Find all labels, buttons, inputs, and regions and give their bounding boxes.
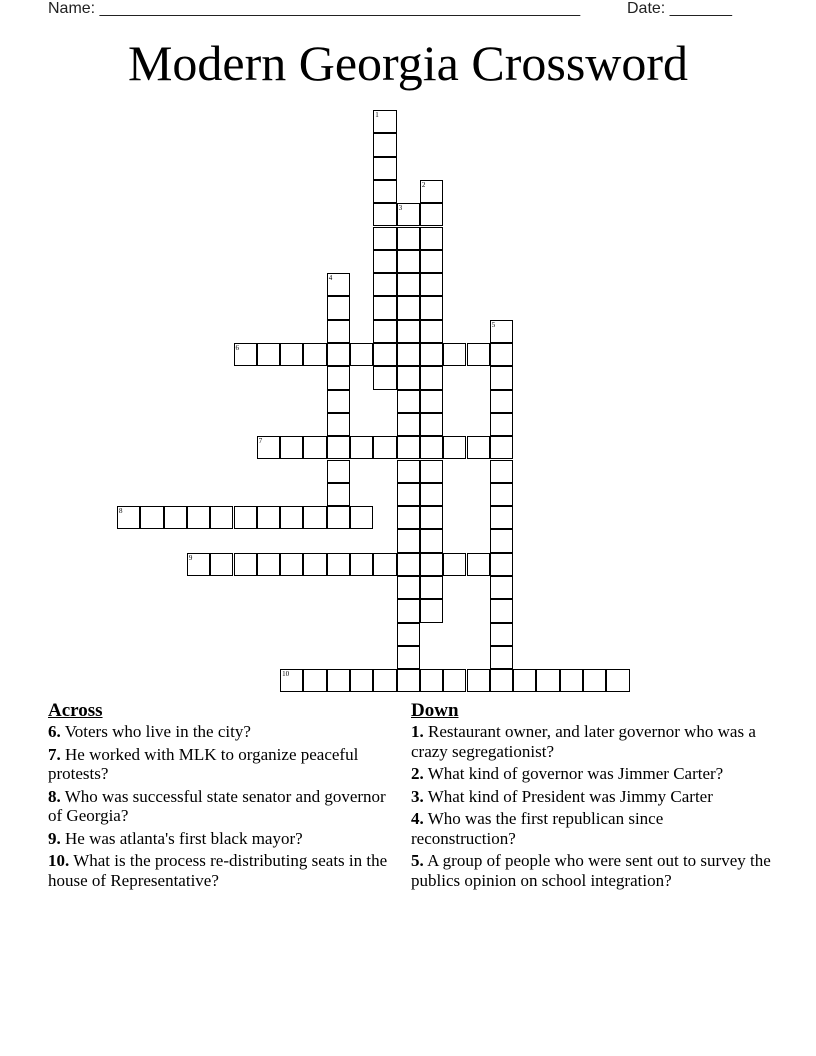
grid-cell[interactable] — [513, 669, 536, 692]
grid-cell[interactable] — [373, 296, 396, 319]
clue-text: Voters who live in the city? — [64, 722, 251, 741]
grid-cell[interactable] — [490, 599, 513, 622]
grid-cell[interactable] — [303, 669, 326, 692]
clue-number: 2. — [411, 764, 424, 783]
grid-cell[interactable] — [397, 506, 420, 529]
grid-cell[interactable] — [373, 553, 396, 576]
grid-cell[interactable] — [373, 157, 396, 180]
grid-cell[interactable] — [397, 436, 420, 459]
clue-number: 6. — [48, 722, 61, 741]
grid-cell[interactable] — [327, 506, 350, 529]
grid-cell[interactable] — [210, 506, 233, 529]
grid-cell[interactable] — [420, 436, 443, 459]
clue-number-label: 2 — [421, 180, 426, 189]
grid-cell[interactable] — [420, 203, 443, 226]
grid-cell[interactable] — [117, 506, 140, 529]
grid-cell[interactable] — [327, 343, 350, 366]
grid-cell[interactable] — [327, 460, 350, 483]
page-title: Modern Georgia Crossword — [127, 35, 689, 91]
grid-cell[interactable] — [327, 553, 350, 576]
grid-cell[interactable] — [187, 553, 210, 576]
grid-cell[interactable] — [420, 320, 443, 343]
clue-across — [48, 722, 393, 742]
grid-cell[interactable] — [257, 343, 280, 366]
grid-cell[interactable] — [420, 296, 443, 319]
grid-cell[interactable] — [397, 529, 420, 552]
clue-number: 5. — [411, 851, 424, 870]
grid-cell[interactable] — [490, 576, 513, 599]
grid-cell[interactable] — [397, 623, 420, 646]
grid-cell[interactable] — [303, 553, 326, 576]
grid-cell[interactable] — [373, 180, 396, 203]
clue-down — [411, 722, 771, 761]
grid-cell[interactable] — [397, 553, 420, 576]
grid-cell[interactable] — [280, 553, 303, 576]
clue-text: He worked with MLK to organize peaceful protests? — [48, 744, 359, 783]
grid-cell[interactable] — [397, 366, 420, 389]
grid-cell[interactable] — [420, 227, 443, 250]
clue-number-label: 10 — [282, 670, 290, 679]
grid-cell[interactable] — [187, 506, 210, 529]
grid-cell[interactable] — [490, 320, 513, 343]
grid-cell[interactable] — [443, 553, 466, 576]
grid-cell[interactable] — [397, 320, 420, 343]
grid-cell[interactable] — [373, 250, 396, 273]
clue-down — [411, 851, 771, 890]
grid-cell[interactable] — [210, 553, 233, 576]
grid-cell[interactable] — [397, 599, 420, 622]
clue-text: What kind of governor was Jimmer Carter? — [427, 764, 724, 783]
grid-cell[interactable] — [606, 669, 629, 692]
name-label: Name: — [48, 0, 96, 17]
grid-cell[interactable] — [327, 413, 350, 436]
grid-cell[interactable] — [373, 436, 396, 459]
down-clues — [411, 700, 771, 893]
grid-cell[interactable] — [420, 366, 443, 389]
grid-cell[interactable] — [583, 669, 606, 692]
grid-cell[interactable] — [397, 250, 420, 273]
clue-number-label: 9 — [188, 553, 193, 562]
grid-cell[interactable] — [350, 506, 373, 529]
grid-cell[interactable] — [420, 483, 443, 506]
grid-cell[interactable] — [490, 506, 513, 529]
clue-number-label: 5 — [491, 320, 496, 329]
grid-cell[interactable] — [397, 273, 420, 296]
grid-cell[interactable] — [490, 436, 513, 459]
grid-cell[interactable] — [490, 483, 513, 506]
grid-cell[interactable] — [490, 390, 513, 413]
clue-number-label: 8 — [119, 507, 123, 516]
grid-cell[interactable] — [257, 506, 280, 529]
grid-cell[interactable] — [490, 343, 513, 366]
across-heading: Across — [48, 700, 103, 721]
grid-cell[interactable] — [350, 669, 373, 692]
grid-cell[interactable] — [373, 133, 396, 156]
grid-cell[interactable] — [327, 436, 350, 459]
grid-cell[interactable] — [373, 669, 396, 692]
clue-number: 4. — [411, 809, 424, 828]
grid-cell[interactable] — [303, 343, 326, 366]
name-blank[interactable]: ______________________________________________________ — [99, 0, 581, 17]
clue-across — [48, 787, 393, 826]
grid-cell[interactable] — [490, 366, 513, 389]
clue-number: 9. — [48, 828, 61, 848]
grid-cell[interactable] — [373, 366, 396, 389]
grid-cell[interactable] — [397, 413, 420, 436]
grid-cell[interactable] — [443, 343, 466, 366]
grid-cell[interactable] — [140, 506, 163, 529]
clue-number-label: 3 — [398, 204, 403, 213]
grid-cell[interactable] — [536, 669, 559, 692]
grid-cell[interactable] — [397, 296, 420, 319]
grid-cell[interactable] — [560, 669, 583, 692]
grid-cell[interactable] — [397, 483, 420, 506]
grid-cell[interactable] — [373, 110, 396, 133]
grid-cell[interactable] — [443, 436, 466, 459]
grid-cell[interactable] — [420, 460, 443, 483]
grid-cell[interactable] — [350, 436, 373, 459]
clue-text: He was atlanta's first black mayor? — [65, 828, 303, 848]
grid-cell[interactable] — [373, 320, 396, 343]
clue-text: What kind of President was Jimmy Carter — [427, 786, 713, 806]
grid-cell[interactable] — [420, 529, 443, 552]
grid-cell[interactable] — [327, 366, 350, 389]
grid-cell[interactable] — [397, 343, 420, 366]
grid-cell[interactable] — [490, 646, 513, 669]
grid-cell[interactable] — [280, 436, 303, 459]
grid-cell[interactable] — [490, 413, 513, 436]
grid-cell[interactable] — [490, 553, 513, 576]
grid-cell[interactable] — [327, 669, 350, 692]
grid-cell[interactable] — [420, 413, 443, 436]
grid-cell[interactable] — [490, 460, 513, 483]
grid-cell[interactable] — [420, 506, 443, 529]
grid-cell[interactable] — [280, 506, 303, 529]
grid-cell[interactable] — [490, 529, 513, 552]
grid-cell[interactable] — [327, 273, 350, 296]
grid-cell[interactable] — [280, 343, 303, 366]
grid-cell[interactable] — [467, 343, 490, 366]
clue-number-label: 7 — [258, 437, 263, 446]
grid-cell[interactable] — [490, 623, 513, 646]
date-label: Date: — [627, 0, 666, 17]
clue-text: A group of people who were sent out to survey the publics opinion on school integration? — [411, 851, 771, 890]
clue-number-label: 6 — [235, 344, 239, 352]
grid-cell[interactable] — [373, 273, 396, 296]
grid-cell[interactable] — [303, 506, 326, 529]
grid-cell[interactable] — [327, 483, 350, 506]
grid-cell[interactable] — [397, 576, 420, 599]
grid-cell[interactable] — [234, 506, 257, 529]
grid-cell[interactable] — [420, 553, 443, 576]
clue-text: Who was successful state senator and governor of Georgia? — [48, 786, 386, 825]
grid-cell[interactable] — [373, 343, 396, 366]
grid-cell[interactable] — [467, 436, 490, 459]
date-blank[interactable]: _______ — [669, 0, 732, 17]
grid-cell[interactable] — [420, 669, 443, 692]
grid-cell[interactable] — [303, 436, 326, 459]
grid-cell[interactable] — [397, 460, 420, 483]
clue-number: 8. — [48, 786, 61, 806]
clue-down — [411, 787, 771, 807]
grid-cell[interactable] — [327, 320, 350, 343]
grid-cell[interactable] — [234, 553, 257, 576]
clue-number-label: 4 — [328, 274, 333, 283]
grid-cell[interactable] — [373, 227, 396, 250]
clue-number: 7. — [48, 744, 61, 764]
clue-across — [48, 745, 393, 784]
clue-text: Who was the first republican since reconstruction? — [411, 809, 664, 848]
down-heading: Down — [411, 700, 459, 721]
grid-cell[interactable] — [420, 250, 443, 273]
clue-text: What is the process re-distributing seats in the house of Representative? — [48, 851, 388, 890]
grid-cell[interactable] — [373, 203, 396, 226]
grid-cell[interactable] — [257, 553, 280, 576]
clue-across — [48, 829, 393, 849]
grid-cell[interactable] — [420, 599, 443, 622]
grid-cell[interactable] — [420, 273, 443, 296]
grid-cell[interactable] — [467, 669, 490, 692]
grid-cell[interactable] — [490, 669, 513, 692]
grid-cell[interactable] — [420, 390, 443, 413]
grid-cell[interactable] — [280, 669, 303, 692]
grid-cell[interactable] — [350, 553, 373, 576]
clue-number: 1. — [411, 722, 424, 741]
clue-down — [411, 809, 771, 848]
grid-cell[interactable] — [397, 646, 420, 669]
grid-cell[interactable] — [397, 203, 420, 226]
clue-number: 3. — [411, 786, 424, 806]
grid-cell[interactable] — [327, 296, 350, 319]
grid-cell[interactable] — [257, 436, 280, 459]
grid-cell[interactable] — [420, 576, 443, 599]
grid-cell[interactable] — [350, 343, 373, 366]
grid-cell[interactable] — [397, 227, 420, 250]
across-clues — [48, 700, 393, 893]
grid-cell[interactable] — [420, 343, 443, 366]
clue-number-label: 1 — [375, 111, 379, 119]
clue-down — [411, 764, 771, 784]
grid-cell[interactable] — [327, 390, 350, 413]
clue-number: 10. — [48, 851, 70, 870]
grid-cell[interactable] — [420, 180, 443, 203]
grid-cell[interactable] — [397, 390, 420, 413]
grid-cell[interactable] — [234, 343, 257, 366]
clue-text: Restaurant owner, and later governor who was a crazy segregationist? — [411, 722, 756, 761]
clue-across — [48, 851, 393, 890]
grid-cell[interactable] — [443, 669, 466, 692]
grid-cell[interactable] — [397, 669, 420, 692]
grid-cell[interactable] — [164, 506, 187, 529]
grid-cell[interactable] — [467, 553, 490, 576]
